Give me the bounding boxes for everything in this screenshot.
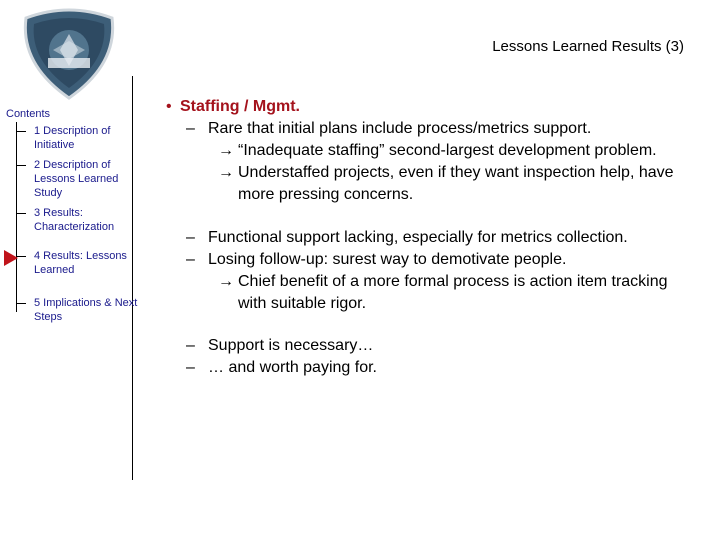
implies-arrow-icon: →: [218, 164, 234, 181]
implies-arrow-icon: →: [218, 142, 234, 159]
sidebar-item-label: 5 Implications & Next Steps: [34, 297, 138, 323]
list-item: → Understaffed projects, even if they want inspection help, have more pressing concerns.: [218, 164, 674, 203]
dash-icon: –: [186, 359, 195, 376]
sidebar-item-description-of-initiative[interactable]: [16, 124, 140, 152]
contents-label[interactable]: Contents: [6, 108, 51, 120]
list-item: – … and worth paying for.: [160, 357, 700, 379]
red-arrow-icon: [4, 250, 18, 266]
heading-bullet: [160, 96, 700, 118]
slide-title: Lessons Learned Results (3): [492, 38, 684, 55]
sidebar-item-lessons-learned[interactable]: [16, 249, 140, 277]
slide-body: [160, 96, 700, 379]
shield-logo-icon: [18, 8, 120, 100]
bullet-dot-icon: •: [166, 98, 172, 115]
list-item: – Functional support lacking, especially for metrics collection.: [160, 227, 700, 249]
implies-arrow-icon: →: [218, 273, 234, 290]
sidebar-item-characterization[interactable]: [16, 206, 140, 234]
contents-sidebar: [0, 104, 138, 484]
dash-icon: –: [186, 337, 195, 354]
dash-icon: –: [186, 229, 195, 246]
sidebar-item-label: 4 Results: Lessons Learned: [34, 250, 127, 276]
list-item: → “Inadequate staffing” second-largest development problem.: [160, 140, 700, 162]
list-item: – Support is necessary…: [160, 335, 700, 357]
sidebar-item-description-of-study[interactable]: [16, 158, 140, 200]
list-item: – Losing follow-up: surest way to demotivate people.: [160, 249, 700, 271]
section-heading: Staffing / Mgmt.: [180, 98, 300, 115]
dash-icon: –: [186, 251, 195, 268]
sidebar-item-label: 3 Results: Characterization: [34, 207, 115, 233]
sidebar-item-implications[interactable]: [16, 296, 140, 324]
dash-icon: –: [186, 120, 195, 137]
list-item: → Chief benefit of a more formal process is action item tracking with suitable rigor.: [218, 273, 668, 312]
sidebar-item-label: 2 Description of Lessons Learned Study: [34, 159, 119, 199]
list-item: – Rare that initial plans include process/metrics support.: [160, 118, 700, 140]
sidebar-item-label: 1 Description of Initiative: [34, 125, 111, 151]
